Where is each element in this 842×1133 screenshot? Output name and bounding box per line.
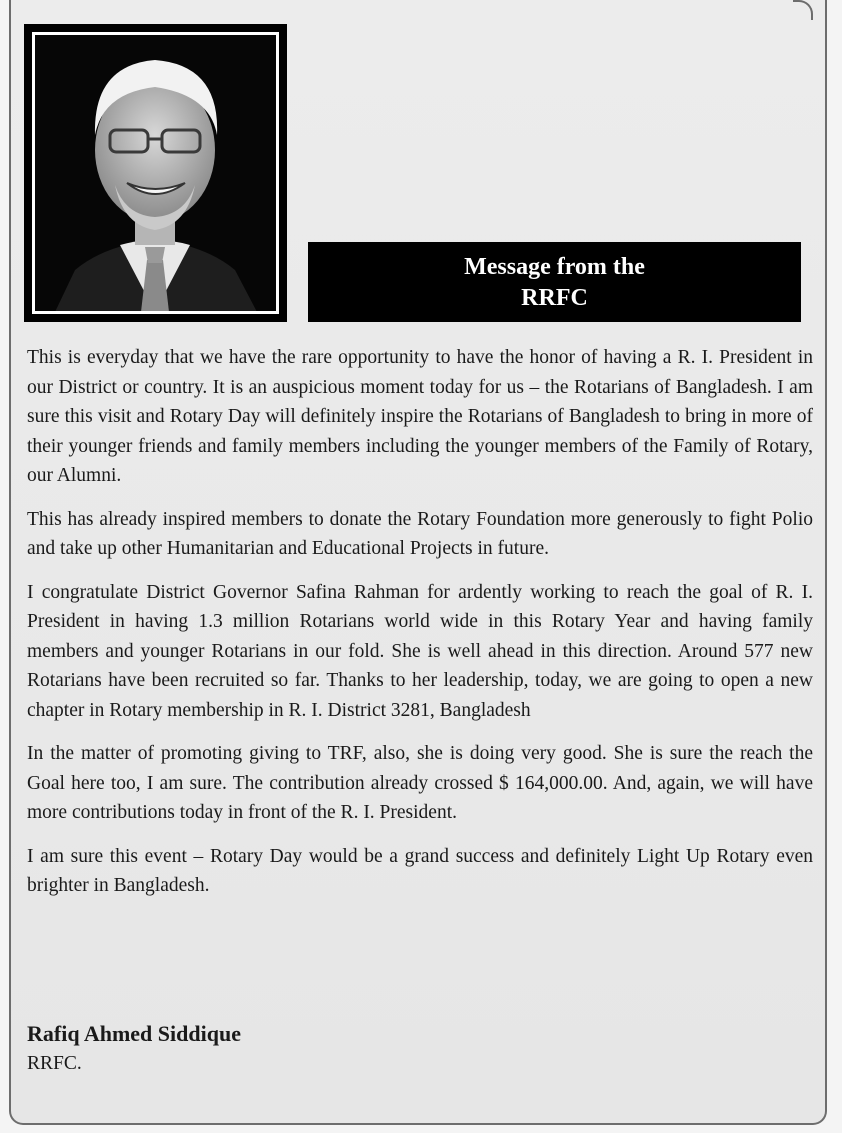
- header-line-2: RRFC: [521, 285, 588, 311]
- portrait-photo: [24, 24, 287, 322]
- paragraph: I am sure this event – Rotary Day would be a grand success and definitely Light Up Rotary even brighter in Bangladesh.: [27, 845, 813, 896]
- paragraph: I congratulate District Governor Safina Rahman for ardently working to reach the goal of R. I. President in having 1.3 million Rotarians world wide in this Rotary Year and having family members and younger Rotarians in our fold. She is well ahead in this direction. Around 577 new Rotarians have been recruited so far. Thanks to her leadership, today, we are going to open a new chapter in Rotary membership in R. I. District 3281, Bangladesh: [27, 581, 813, 721]
- signature-name: Rafiq Ahmed Siddique: [27, 1021, 241, 1046]
- signature-block: [27, 1019, 241, 1079]
- paragraph: In the matter of promoting giving to TRF, also, she is doing very good. She is sure the reach the Goal here too, I am sure. The contribution already crossed $ 164,000.00. And, again, we will have more contributions today in front of the R. I. President.: [27, 743, 813, 823]
- message-body: [27, 343, 813, 915]
- paragraph: This is everyday that we have the rare opportunity to have the honor of having a R. I. President in our District or country. It is an auspicious moment today for us – the Rotarians of Bangladesh. I am sure this visit and Rotary Day will definitely inspire the Rotarians of Bangladesh to bring in more of their younger friends and family members including the younger members of the Family of Rotary, our Alumni.: [27, 347, 813, 486]
- paragraph: This has already inspired members to donate the Rotary Foundation more generously to fight Polio and take up other Humanitarian and Educational Projects in future.: [27, 508, 813, 559]
- portrait-image: [32, 32, 279, 314]
- page-border-corner: [793, 0, 813, 20]
- portrait-illustration: [35, 35, 277, 312]
- message-header: [308, 242, 801, 322]
- header-line-1: Message from the: [464, 254, 645, 280]
- signature-title: RRFC.: [27, 1053, 82, 1074]
